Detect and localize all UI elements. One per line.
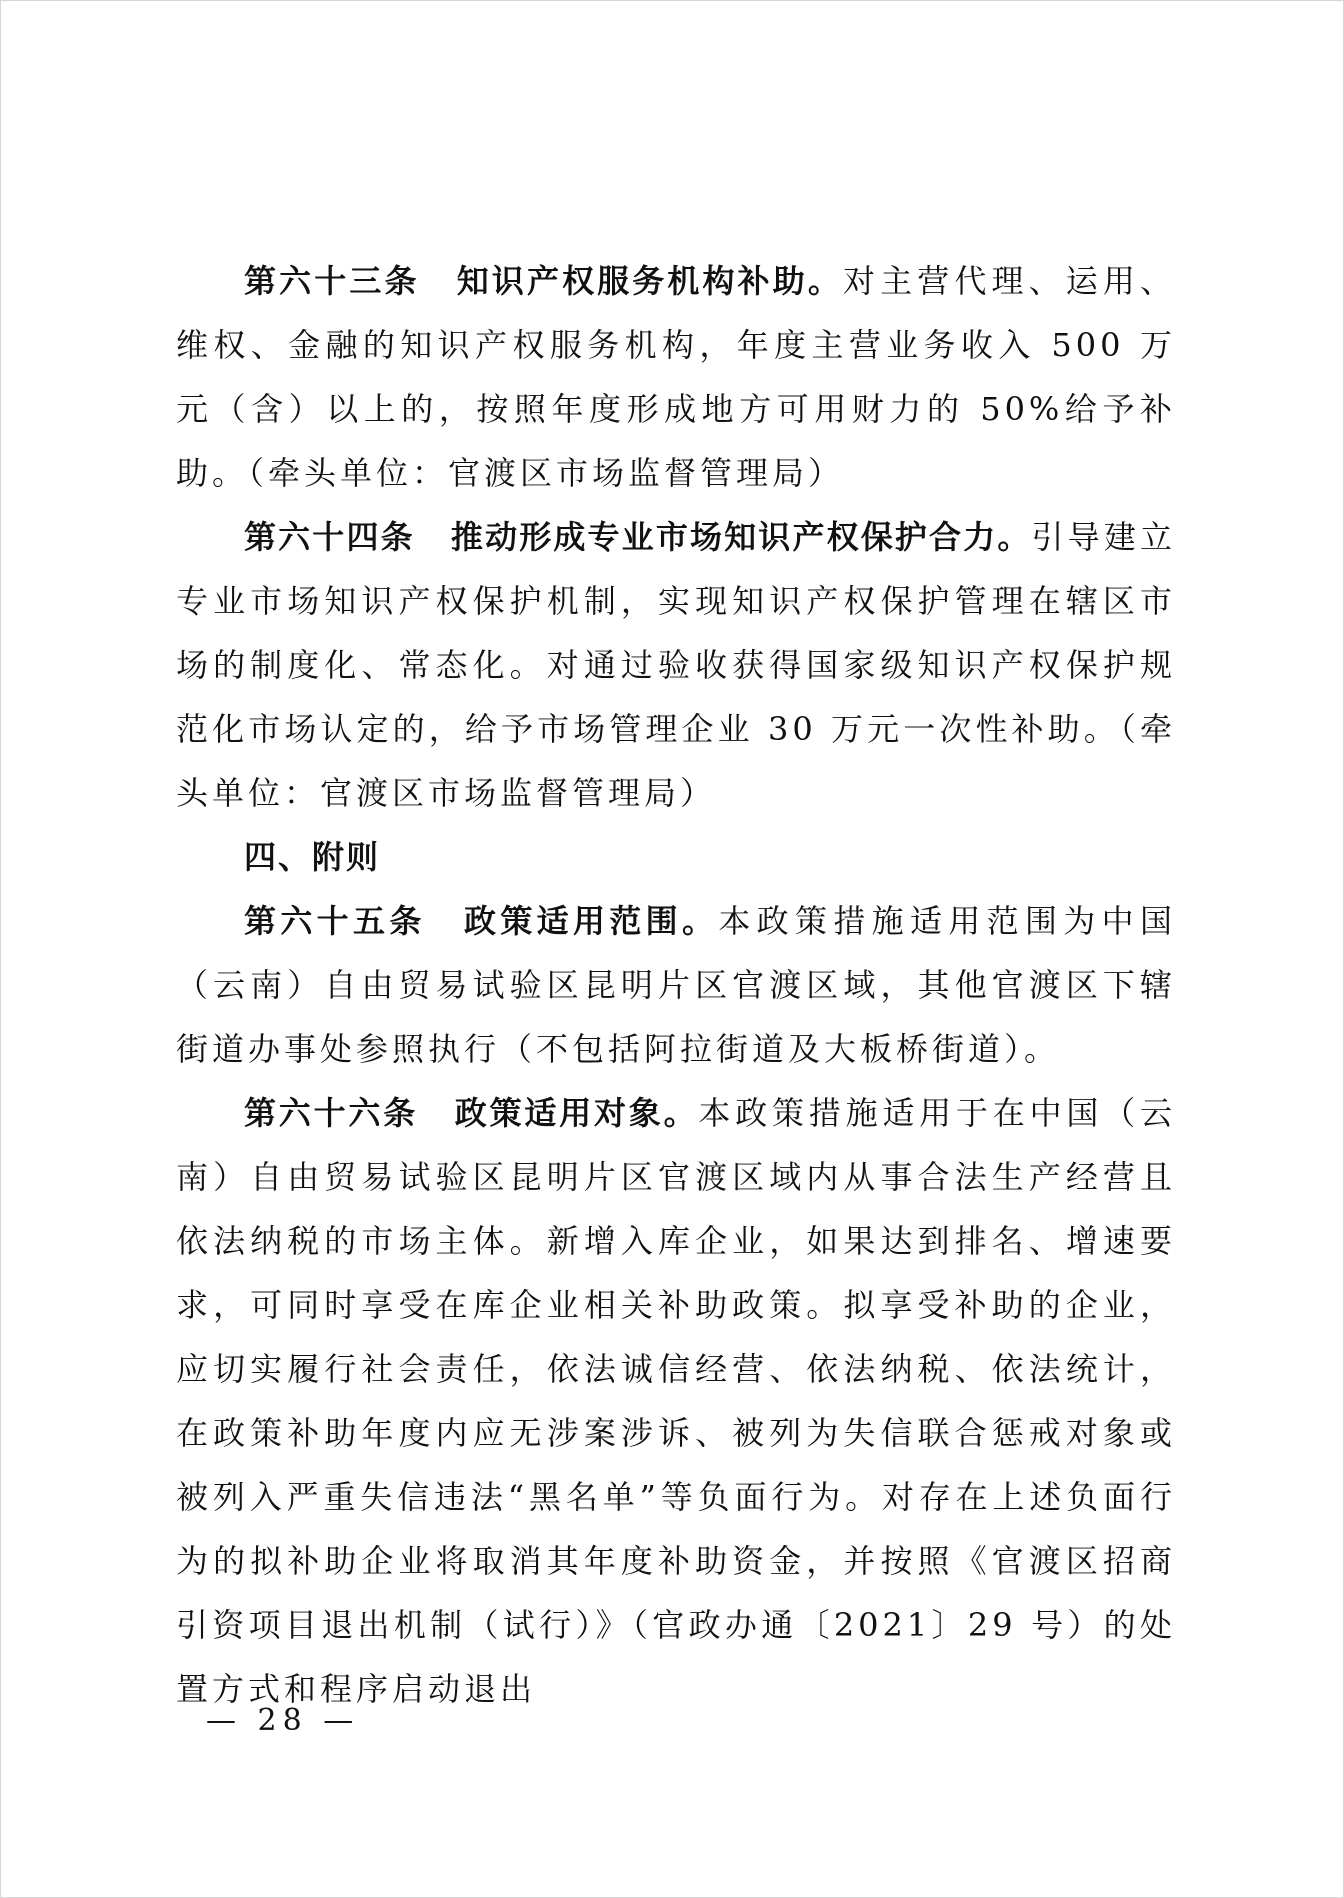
article-65-title: 政策适用范围。 bbox=[461, 902, 719, 940]
article-65-number: 第六十五条 bbox=[244, 902, 426, 940]
article-63 bbox=[176, 249, 1176, 505]
page-number: — 28 — bbox=[206, 1703, 360, 1738]
article-66-body: 本政策措施适用于在中国（云南）自由贸易试验区昆明片区官渡区域内从事合法生产经营且依法纳税的市场主体。新增入库企业，如果达到排名、增速要求，可同时享受在库企业相关补助政策。拟享受补助的企业，应切实履行社会责任，依法诚信经营、依法纳税、依法统计，在政策补助年度内应无涉案涉诉、被列为失信联合惩戒对象或被列入严重失信违法“黑名单”等负面行为。对存在上述负面行为的拟补助企业将取消其年度补助资金，并按照《官渡区招商引资项目退出机制（试行）》（官政办通〔2021〕29 号）的处置方式和程序启动退出 bbox=[176, 1094, 1176, 1708]
article-63-title: 知识产权服务机构补助。 bbox=[455, 262, 844, 300]
article-64 bbox=[176, 505, 1176, 825]
article-65 bbox=[176, 889, 1176, 1081]
article-64-title: 推动形成专业市场知识产权保护合力。 bbox=[450, 518, 1032, 556]
article-63-number: 第六十三条 bbox=[244, 262, 420, 300]
article-66-number: 第六十六条 bbox=[244, 1094, 418, 1132]
document-body bbox=[176, 249, 1176, 1721]
article-65-body: 本政策措施适用范围为中国（云南）自由贸易试验区昆明片区官渡区域，其他官渡区下辖街道办事处参照执行（不包括阿拉街道及大板桥街道）。 bbox=[176, 902, 1176, 1068]
section-heading-appendix: 四、附则 bbox=[244, 838, 381, 876]
article-64-number: 第六十四条 bbox=[244, 518, 415, 556]
article-64-body: 引导建立专业市场知识产权保护机制，实现知识产权保护管理在辖区市场的制度化、常态化。对通过验收获得国家级知识产权保护规范化市场认定的，给予市场管理企业 30 万元一次性补助。（牵头单位：官渡区市场监督管理局） bbox=[176, 518, 1176, 812]
article-66-title: 政策适用对象。 bbox=[454, 1094, 699, 1132]
article-63-body: 对主营代理、运用、维权、金融的知识产权服务机构，年度主营业务收入 500 万元（含）以上的，按照年度形成地方可用财力的 50%给予补助。（牵头单位：官渡区市场监督管理局） bbox=[176, 262, 1176, 492]
article-66 bbox=[176, 1081, 1176, 1721]
